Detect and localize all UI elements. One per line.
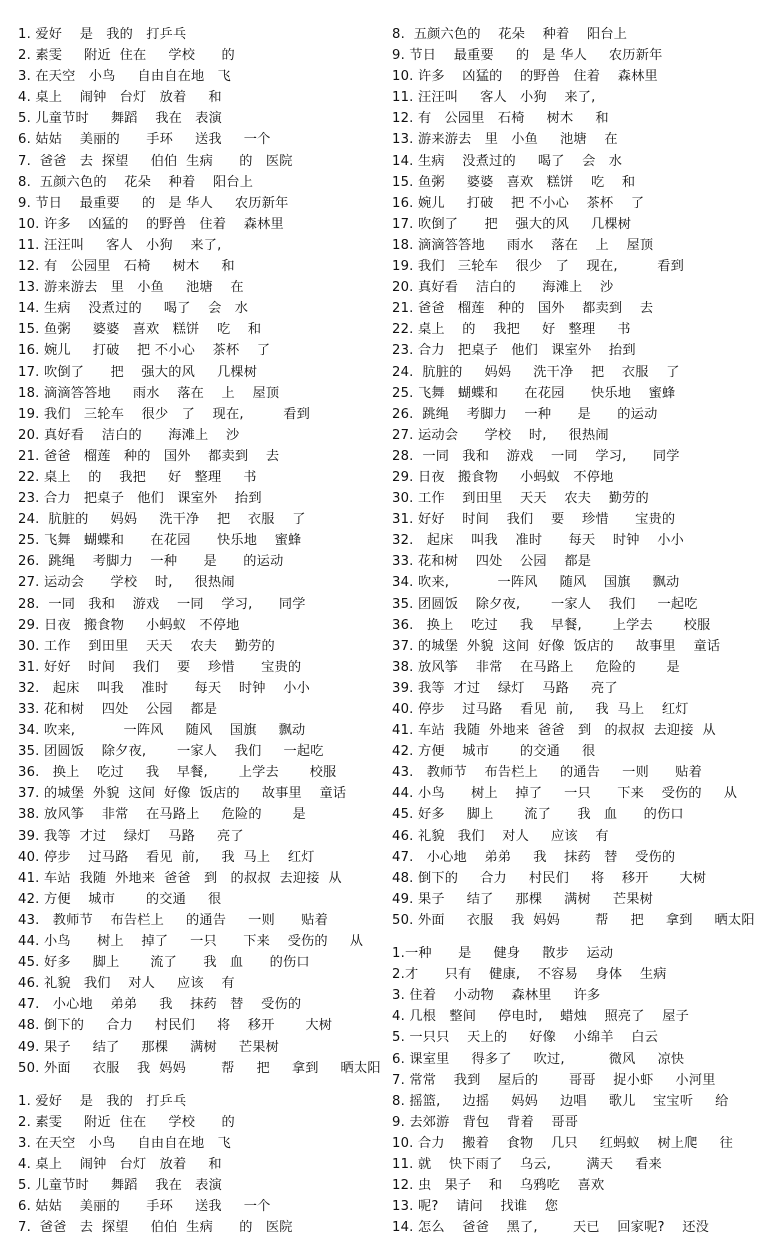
- sentence-line: 7. 常常 我到 屋后的 哥哥 捉小虾 小河里: [392, 1072, 716, 1088]
- sentence-line: 45. 好多 脚上 流了 我 血 的伤口: [18, 955, 310, 971]
- sentence-line: 29. 日夜 搬食物 小蚂蚁 不停地: [392, 469, 614, 485]
- sentence-line: 25. 飞舞 蝴蝶和 在花园 快乐地 蜜蜂: [392, 385, 676, 401]
- sentence-line: 2.才 只有 健康, 不容易 身体 生病: [392, 967, 667, 983]
- sentence-line: 5. 儿童节时 舞蹈 我在 表演: [18, 111, 222, 127]
- sentence-line: 8. 五颜六色的 花朵 种着 阳台上: [392, 27, 628, 42]
- sentence-line: 23. 合力 把桌子 他们 课室外 抬到: [392, 343, 636, 359]
- sentence-line: 48. 倒下的 合力 村民们 将 移开 大树: [392, 870, 707, 886]
- sentence-line: 29. 日夜 搬食物 小蚂蚁 不停地: [18, 617, 240, 633]
- sentence-line: 40. 停步 过马路 看见 前, 我 马上 红灯: [18, 849, 315, 865]
- sentence-line: 9. 节日 最重要 的 是 华人 农历新年: [18, 195, 289, 211]
- sentence-line: 39. 我等 才过 绿灯 马路 亮了: [392, 680, 618, 696]
- sentence-line: 50. 外面 衣服 我 妈妈 帮 把 拿到 晒太阳: [18, 1060, 381, 1076]
- sentence-line: 25. 飞舞 蝴蝶和 在花园 快乐地 蜜蜂: [18, 533, 302, 549]
- sentence-line: 43. 教师节 布告栏上 的通告 一则 贴着: [18, 912, 329, 928]
- sentence-line: 19. 我们 三轮车 很少 了 现在, 看到: [392, 259, 685, 275]
- sentence-line: 21. 爸爸 榴莲 种的 国外 都卖到 去: [18, 448, 280, 464]
- sentence-line: 13. 游来游去 里 小鱼 池塘 在: [392, 132, 618, 148]
- sentence-line: 19. 我们 三轮车 很少 了 现在, 看到: [18, 406, 311, 422]
- sentence-line: 15. 鱼粥 婆婆 喜欢 糕饼 吃 和: [18, 322, 262, 338]
- sentence-line: 38. 放风筝 非常 在马路上 危险的 是: [392, 659, 680, 675]
- sentence-line: 30. 工作 到田里 天天 农夫 勤劳的: [392, 491, 649, 507]
- sentence-line: 32. 起床 叫我 准时 每天 时钟 小小: [18, 680, 311, 696]
- sentence-line: 39. 我等 才过 绿灯 马路 亮了: [18, 828, 244, 844]
- sentence-line: 16. 婉儿 打破 把 不小心 茶杯 了: [18, 343, 271, 359]
- sentence-line: 48. 倒下的 合力 村民们 将 移开 大树: [18, 1018, 333, 1034]
- sentence-line: 44. 小鸟 树上 掉了 一只 下来 受伤的 从: [18, 934, 364, 950]
- sentence-line: 26. 跳绳 考脚力 一种 是 的运动: [18, 554, 284, 570]
- sentence-line: 9. 去郊游 背包 背着 哥哥: [392, 1114, 579, 1130]
- sentence-line: 8. 五颜六色的 花朵 种着 阳台上: [18, 174, 254, 190]
- sentence-line: 37. 的城堡 外貌 这间 好像 饭店的 故事里 童话: [18, 786, 347, 802]
- sentence-line: 33. 花和树 四处 公园 都是: [392, 554, 592, 570]
- sentence-line: 6. 姑姑 美丽的 手环 送我 一个: [18, 1199, 271, 1215]
- sentence-line: 10. 许多 凶猛的 的野兽 住着 森林里: [18, 216, 284, 232]
- sentence-line: 13. 游来游去 里 小鱼 池塘 在: [18, 280, 244, 296]
- sentence-line: 12. 虫 果子 和 乌鸦吃 喜欢: [392, 1178, 605, 1194]
- sentence-line: 22. 桌上 的 我把 好 整理 书: [392, 322, 631, 338]
- sentence-line: 47. 小心地 弟弟 我 抹药 替 受伤的: [18, 997, 302, 1013]
- sentence-line: 18. 滴滴答答地 雨水 落在 上 屋顶: [18, 385, 280, 401]
- sentence-line: 13. 呢? 请问 找谁 您: [392, 1199, 559, 1215]
- sentence-line: 26. 跳绳 考脚力 一种 是 的运动: [392, 406, 658, 422]
- sentence-line: 16. 婉儿 打破 把 不小心 茶杯 了: [392, 195, 645, 211]
- sentence-line: 10. 许多 凶猛的 的野兽 住着 森林里: [392, 69, 658, 85]
- block-gap: [392, 931, 764, 943]
- sentence-line: 6. 课室里 得多了 吹过, 微风 凉快: [392, 1051, 685, 1067]
- sentence-line: 43. 教师节 布告栏上 的通告 一则 贴着: [392, 765, 703, 781]
- sentence-line: 1.一种 是 健身 散步 运动: [392, 946, 614, 962]
- sentence-line: 41. 车站 我随 外地来 爸爸 到 的叔叔 去迎接 从: [392, 723, 716, 739]
- sentence-line: 3. 在天空 小鸟 自由自在地 飞: [18, 1135, 231, 1151]
- sentence-line: 6. 姑姑 美丽的 手环 送我 一个: [18, 132, 271, 148]
- sentence-line: 24. 肮脏的 妈妈 洗干净 把 衣服 了: [392, 364, 680, 380]
- sentence-line: 1. 爱好 是 我的 打乒乓: [18, 1093, 187, 1109]
- sentence-line: 11. 就 快下雨了 乌云, 满天 看来: [392, 1156, 662, 1172]
- right-column: [392, 24, 764, 1238]
- sentence-line: 20. 真好看 洁白的 海滩上 沙: [18, 427, 240, 443]
- sentence-line: 11. 汪汪叫 客人 小狗 来了,: [392, 90, 596, 106]
- sentence-line: 4. 桌上 闹钟 台灯 放着 和: [18, 90, 222, 106]
- sentence-line: 32. 起床 叫我 准时 每天 时钟 小小: [392, 533, 685, 549]
- sentence-line: 31. 好好 时间 我们 要 珍惜 宝贵的: [392, 512, 676, 528]
- sentence-line: 23. 合力 把桌子 他们 课室外 抬到: [18, 491, 262, 507]
- sentence-line: 50. 外面 衣服 我 妈妈 帮 把 拿到 晒太阳: [392, 912, 755, 928]
- sentence-line: 2. 素雯 附近 住在 学校 的: [18, 1114, 235, 1130]
- sentence-line: 20. 真好看 洁白的 海滩上 沙: [392, 280, 614, 296]
- sentence-line: 34. 吹来, 一阵风 随风 国旗 飘动: [392, 575, 680, 591]
- block-gap: [18, 1079, 390, 1091]
- sentence-line: 12. 有 公园里 石椅 树木 和: [392, 111, 609, 127]
- sentence-line: 35. 团圆饭 除夕夜, 一家人 我们 一起吃: [18, 744, 324, 760]
- sentence-line: 5. 一只只 天上的 好像 小绵羊 白云: [392, 1030, 659, 1046]
- sentence-line: 11. 汪汪叫 客人 小狗 来了,: [18, 237, 222, 253]
- sentence-line: 14. 生病 没煮过的 喝了 会 水: [18, 301, 249, 317]
- sentence-line: 3. 住着 小动物 森林里 许多: [392, 988, 601, 1004]
- sentence-line: 12. 有 公园里 石椅 树木 和: [18, 259, 235, 275]
- left-column: [18, 24, 390, 1238]
- sentence-line: 7. 爸爸 去 探望 伯伯 生病 的 医院: [18, 1220, 293, 1236]
- sentence-line: 24. 肮脏的 妈妈 洗干净 把 衣服 了: [18, 512, 306, 528]
- sentence-line: 22. 桌上 的 我把 好 整理 书: [18, 469, 257, 485]
- sentence-line: 35. 团圆饭 除夕夜, 一家人 我们 一起吃: [392, 596, 698, 612]
- sentence-line: 2. 素雯 附近 住在 学校 的: [18, 48, 235, 64]
- sentence-line: 14. 怎么 爸爸 黑了, 天已 回家呢? 还没: [392, 1220, 709, 1236]
- sentence-line: 34. 吹来, 一阵风 随风 国旗 飘动: [18, 723, 306, 739]
- sentence-line: 8. 摇篮, 边摇 妈妈 边唱 歌儿 宝宝听 给: [392, 1093, 729, 1109]
- sentence-line: 40. 停步 过马路 看见 前, 我 马上 红灯: [392, 702, 689, 717]
- sentence-line: 21. 爸爸 榴莲 种的 国外 都卖到 去: [392, 301, 654, 317]
- sentence-line: 4. 桌上 闹钟 台灯 放着 和: [18, 1156, 222, 1172]
- sentence-line: 44. 小鸟 树上 掉了 一只 下来 受伤的 从: [392, 786, 738, 802]
- sentence-line: 28. 一同 我和 游戏 一同 学习, 同学: [18, 596, 306, 612]
- sentence-line: 17. 吹倒了 把 强大的风 几棵树: [392, 216, 632, 232]
- sentence-line: 4. 几根 整间 停电时, 蜡烛 照亮了 屋子: [392, 1009, 690, 1025]
- sentence-line: 3. 在天空 小鸟 自由自在地 飞: [18, 69, 231, 85]
- sentence-line: 7. 爸爸 去 探望 伯伯 生病 的 医院: [18, 153, 293, 169]
- sentence-line: 27. 运动会 学校 时, 很热闹: [18, 575, 235, 591]
- sentence-line: 45. 好多 脚上 流了 我 血 的伤口: [392, 807, 684, 823]
- sentence-line: 9. 节日 最重要 的 是 华人 农历新年: [392, 48, 663, 64]
- sentence-line: 15. 鱼粥 婆婆 喜欢 糕饼 吃 和: [392, 174, 636, 190]
- sentence-line: 46. 礼貌 我们 对人 应该 有: [392, 828, 609, 844]
- sentence-line: 33. 花和树 四处 公园 都是: [18, 702, 218, 717]
- sentence-line: 41. 车站 我随 外地来 爸爸 到 的叔叔 去迎接 从: [18, 870, 342, 886]
- sentence-line: 10. 合力 搬着 食物 几只 红蚂蚁 树上爬 往: [392, 1135, 733, 1151]
- sentence-line: 31. 好好 时间 我们 要 珍惜 宝贵的: [18, 659, 302, 675]
- sentence-line: 46. 礼貌 我们 对人 应该 有: [18, 976, 235, 992]
- sentence-line: 42. 方便 城市 的交通 很: [392, 744, 596, 760]
- sentence-line: 42. 方便 城市 的交通 很: [18, 891, 222, 907]
- sentence-line: 14. 生病 没煮过的 喝了 会 水: [392, 153, 623, 169]
- sentence-line: 27. 运动会 学校 时, 很热闹: [392, 427, 609, 443]
- sentence-line: 28. 一同 我和 游戏 一同 学习, 同学: [392, 448, 680, 464]
- sentence-line: 5. 儿童节时 舞蹈 我在 表演: [18, 1178, 222, 1194]
- sentence-line: 47. 小心地 弟弟 我 抹药 替 受伤的: [392, 849, 676, 865]
- sentence-line: 36. 换上 吃过 我 早餐, 上学去 校服: [392, 617, 711, 633]
- sentence-line: 30. 工作 到田里 天天 农夫 勤劳的: [18, 638, 275, 654]
- sentence-line: 38. 放风筝 非常 在马路上 危险的 是: [18, 807, 306, 823]
- sentence-line: 37. 的城堡 外貌 这间 好像 饭店的 故事里 童话: [392, 638, 721, 654]
- sentence-line: 17. 吹倒了 把 强大的风 几棵树: [18, 364, 258, 380]
- sentence-line: 18. 滴滴答答地 雨水 落在 上 屋顶: [392, 237, 654, 253]
- sentence-line: 36. 换上 吃过 我 早餐, 上学去 校服: [18, 765, 337, 781]
- sentence-line: 49. 果子 结了 那棵 满树 芒果树: [18, 1039, 280, 1055]
- sentence-line: 49. 果子 结了 那棵 满树 芒果树: [392, 891, 654, 907]
- sentence-line: 1. 爱好 是 我的 打乒乓: [18, 27, 187, 42]
